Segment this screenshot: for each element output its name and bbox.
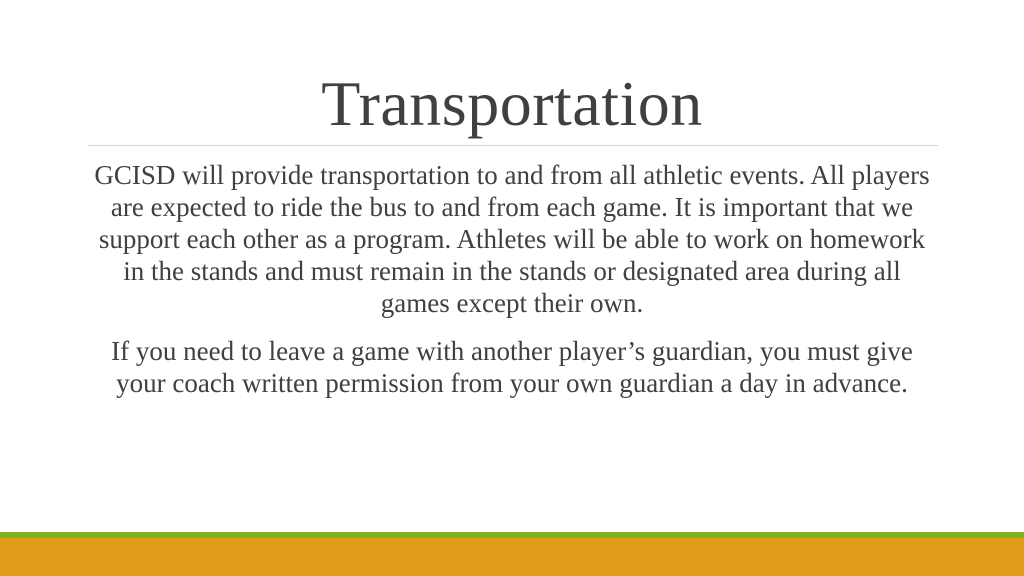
slide-body bbox=[86, 159, 938, 399]
footer-accent-orange-bar bbox=[0, 538, 1024, 576]
body-paragraph-1: GCISD will provide transportation to and from all athletic events. All players are expected to ride the bus to and from each game. It is important that we support each other as a program. Athletes will be able to work on homework in the stands and must remain in the stands or designated area during all games except their own. bbox=[94, 160, 930, 318]
body-paragraph-2: If you need to leave a game with another player’s guardian, you must give your coach written permission from your own guardian a day in advance. bbox=[111, 336, 913, 398]
slide-title: Transportation bbox=[321, 68, 703, 139]
title-divider bbox=[88, 145, 938, 146]
